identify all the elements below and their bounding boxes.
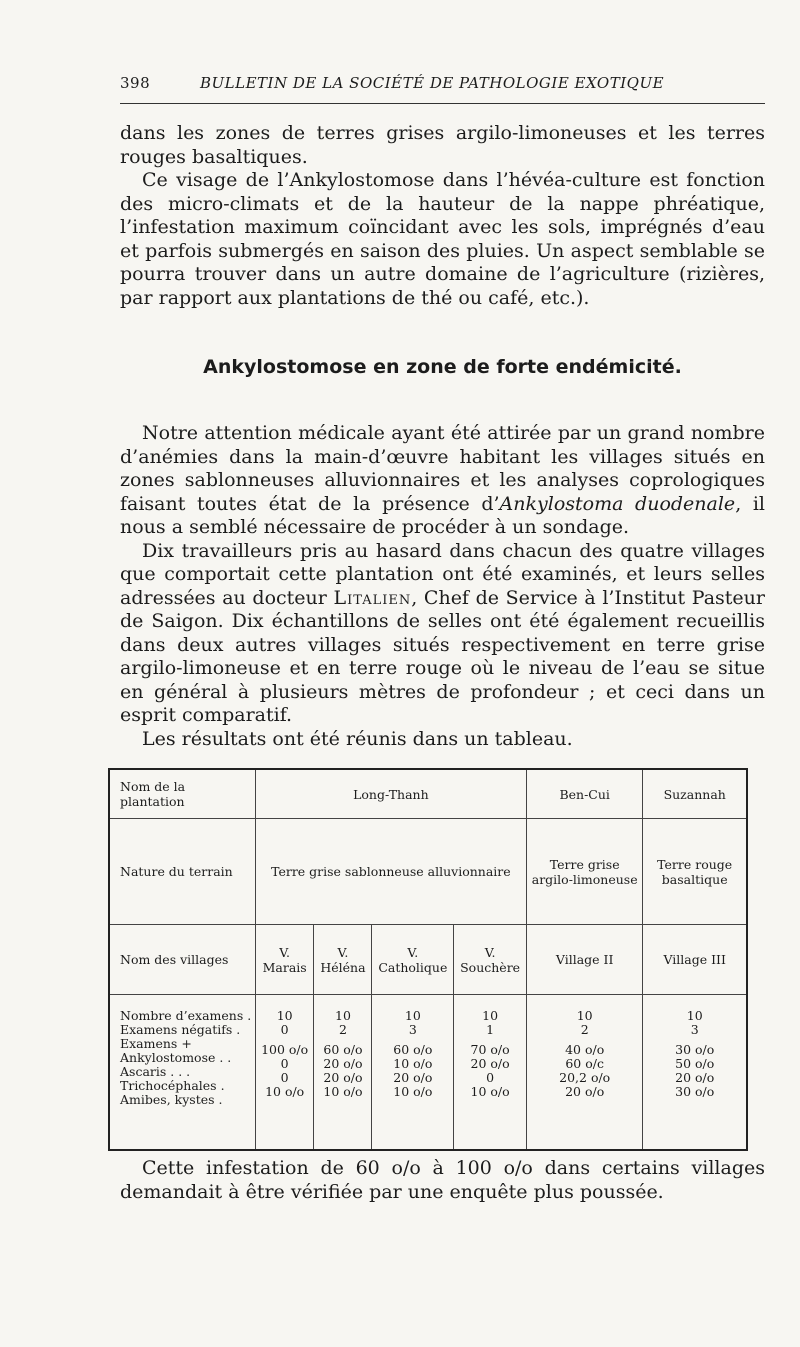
paragraph-travailleurs-end: , Chef de Service à l’Institut Pasteur de Saigon. Dix échantillons de selles ont été également recueillis dans deux autres villages situés respectivement en terre grise argilo-limoneuse et en terre rouge où le niveau de l’eau se situe en général à plusieurs mètres de profondeur ; et ceci dans un esprit comparatif. — [120, 586, 765, 726]
value-ascaris: 60 o/c — [565, 1056, 604, 1071]
value-negatifs: 2 — [580, 1022, 589, 1037]
row-label-ascaris: Ascaris . . . — [120, 1064, 191, 1079]
value-amibes: 10 o/o — [470, 1084, 510, 1099]
results-row-labels — [109, 995, 255, 1151]
body-text — [120, 422, 765, 751]
paragraph-attention-end: , il nous a semblé nécessaire de procéder à un sondage. — [120, 492, 766, 538]
value-ankylostomose: 30 o/o — [675, 1042, 715, 1057]
paragraph-travailleurs-start: Dix travailleurs pris au hasard dans chacun des quatre villages que comportait cette plantation ont été examinés, et leurs selles adressées au docteur — [120, 539, 765, 609]
village-name: V. Catholique — [372, 925, 454, 995]
results-column-marais — [255, 995, 314, 1151]
value-negatifs: 2 — [338, 1022, 347, 1037]
value-nombre: 10 — [482, 1008, 499, 1023]
label-terrain: Nature du terrain — [109, 819, 255, 925]
value-nombre: 10 — [404, 1008, 421, 1023]
row-label-negatifs: Examens négatifs . — [120, 1022, 241, 1037]
cell-terre-sablonneuse: Terre grise sablonneuse alluvionnaire — [255, 819, 526, 925]
table-row-villages — [109, 925, 747, 995]
value-amibes: 10 o/o — [393, 1084, 433, 1099]
value-trichocephales: 20 o/o — [393, 1070, 433, 1085]
intro-text — [120, 122, 765, 310]
label-plantation: Nom de la plantation — [109, 769, 255, 819]
value-trichocephales: 0 — [280, 1070, 289, 1085]
value-negatifs: 1 — [486, 1022, 495, 1037]
value-ascaris: 50 o/o — [675, 1056, 715, 1071]
value-nombre: 10 — [335, 1008, 351, 1023]
value-negatifs: 0 — [280, 1022, 289, 1037]
intro-paragraph-2: Ce visage de l’Ankylostomose dans l’hévéa-culture est fonction des micro-climats et de la hauteur de la nappe phréatique, l’infestation maximum coïncidant avec les sols, imprégnés d’eau et parfois submergés en saison des pluies. Un aspect semblable se pourra trouver dans un autre domaine de l’agriculture (rizières, par rapport aux plantations de thé ou café, etc.). — [120, 169, 765, 309]
paragraph-attention-start: Notre attention médicale ayant été attirée par un grand nombre d’anémies dans la main-d’œuvre habitant les villages situés en zones sablonneuses alluvionnaires et les analyses coprologiques faisant toutes état de la présence d’ — [120, 422, 765, 515]
village-name: Village III — [643, 925, 747, 995]
intro-paragraph-1: dans les zones de terres grises argilo-limoneuses et les terres rouges basaltiques. — [120, 122, 765, 168]
closing-text — [120, 1157, 765, 1204]
value-trichocephales: 20,2 o/o — [559, 1070, 611, 1085]
value-amibes: 30 o/o — [675, 1084, 715, 1099]
value-ankylostomose: 70 o/o — [470, 1042, 510, 1057]
results-column-catholique — [372, 995, 454, 1151]
cell-ben-cui: Ben-Cui — [526, 769, 642, 819]
value-amibes: 20 o/o — [565, 1084, 605, 1099]
section-heading: Ankylostomose en zone de forte endémicité. — [203, 356, 682, 378]
value-negatifs: 3 — [690, 1022, 699, 1037]
value-negatifs: 3 — [408, 1022, 417, 1037]
cell-long-thanh: Long-Thanh — [255, 769, 526, 819]
results-column-village-iii — [643, 995, 747, 1151]
closing-paragraph: Cette infestation de 60 o/o à 100 o/o dans certains villages demandait à être vérifiée par une enquête plus poussée. — [120, 1157, 765, 1203]
row-label-nombre: Nombre d’examens . — [120, 1008, 252, 1023]
value-amibes: 10 o/o — [265, 1084, 305, 1099]
village-name: V. Marais — [255, 925, 314, 995]
value-ascaris: 0 — [280, 1056, 289, 1071]
page-number: 398 — [120, 74, 151, 92]
row-label-amibes: Amibes, kystes . — [120, 1092, 223, 1107]
cell-terre-basaltique: Terre rouge basaltique — [643, 819, 747, 925]
table-row-terrain — [109, 819, 747, 925]
value-ankylostomose: 100 o/o — [261, 1042, 309, 1057]
village-name: V. Héléna — [314, 925, 372, 995]
table-row-results — [109, 995, 747, 1151]
value-trichocephales: 20 o/o — [675, 1070, 715, 1085]
results-column-helena — [314, 995, 372, 1151]
paragraph-attention — [120, 422, 765, 540]
value-ascaris: 20 o/o — [470, 1056, 510, 1071]
doctor-name: Litalien — [333, 586, 412, 609]
value-trichocephales: 20 o/o — [323, 1070, 363, 1085]
journal-title: BULLETIN DE LA SOCIÉTÉ DE PATHOLOGIE EXOTIQUE — [200, 74, 665, 92]
results-column-village-ii — [526, 995, 642, 1151]
value-nombre: 10 — [576, 1008, 593, 1023]
results-column-souchere — [454, 995, 527, 1151]
paragraph-travailleurs — [120, 540, 765, 728]
cell-suzannah: Suzannah — [643, 769, 747, 819]
row-label-ankylostomose: Examens + Ankylostomose . . — [120, 1036, 232, 1065]
village-name: Village II — [526, 925, 642, 995]
value-ascaris: 10 o/o — [393, 1056, 433, 1071]
value-nombre: 10 — [686, 1008, 703, 1023]
value-amibes: 10 o/o — [323, 1084, 363, 1099]
cell-terre-argilo: Terre grise argilo-limoneuse — [526, 819, 642, 925]
table-row-plantation — [109, 769, 747, 819]
value-ankylostomose: 40 o/o — [565, 1042, 605, 1057]
paragraph-resultats: Les résultats ont été réunis dans un tableau. — [142, 727, 573, 750]
value-trichocephales: 0 — [486, 1070, 495, 1085]
village-name: V. Souchère — [454, 925, 527, 995]
row-label-trichocephales: Trichocéphales . — [120, 1078, 225, 1093]
results-table — [108, 768, 748, 1151]
value-nombre: 10 — [276, 1008, 293, 1023]
species-name: Ankylostoma duodenale — [499, 492, 736, 515]
value-ankylostomose: 60 o/o — [393, 1042, 433, 1057]
value-ankylostomose: 60 o/o — [323, 1042, 363, 1057]
value-ascaris: 20 o/o — [323, 1056, 363, 1071]
label-villages: Nom des villages — [109, 925, 255, 995]
header-rule — [120, 103, 765, 104]
